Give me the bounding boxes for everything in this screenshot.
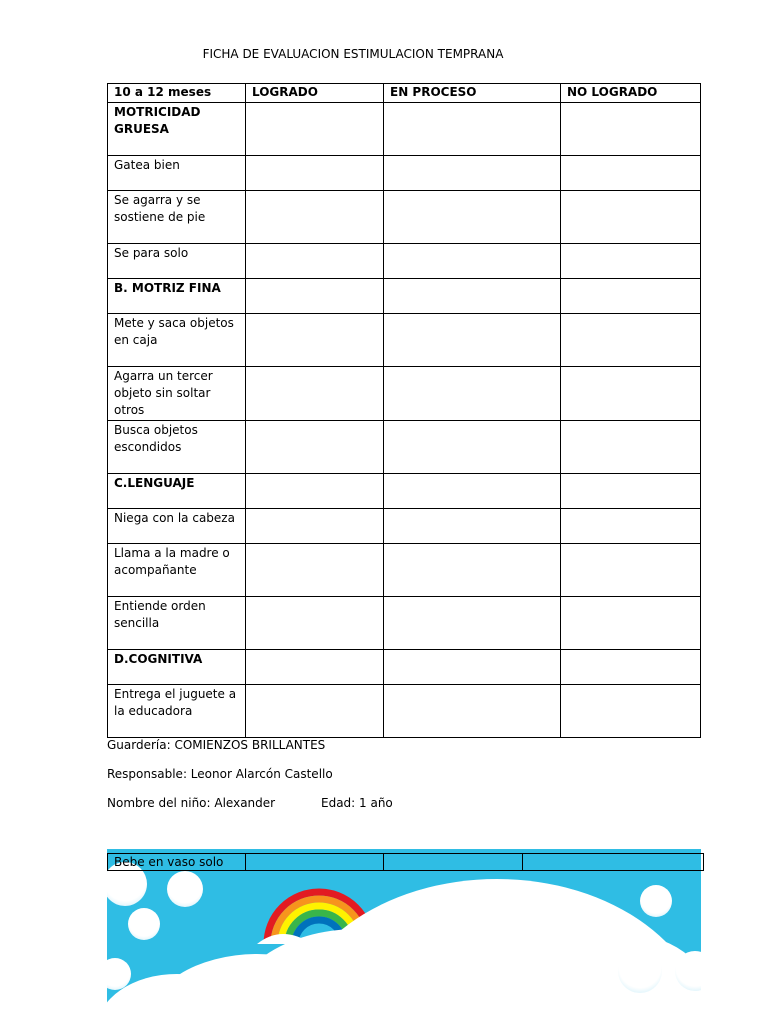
evaluation-table	[107, 83, 701, 738]
edad-text: Edad: 1 año	[321, 796, 393, 810]
cell-en-proceso[interactable]	[384, 685, 561, 738]
cell-en-proceso[interactable]	[384, 191, 561, 244]
cell-en-proceso[interactable]	[384, 597, 561, 650]
cell-en-proceso[interactable]	[384, 367, 561, 421]
table-row	[108, 474, 701, 509]
guarderia-text: Guardería: COMIENZOS BRILLANTES	[107, 738, 326, 752]
cell-logrado[interactable]	[246, 474, 384, 509]
header-no-logrado: NO LOGRADO	[561, 84, 701, 103]
item-label: Entrega el juguete a la educadora	[108, 685, 246, 738]
cell-no-logrado[interactable]	[561, 367, 701, 421]
sky-cloud-illustration	[107, 849, 701, 1024]
cell-no-logrado[interactable]	[561, 685, 701, 738]
cell-logrado[interactable]	[246, 685, 384, 738]
table-row	[108, 544, 701, 597]
cell-no-logrado[interactable]	[523, 854, 704, 871]
cell-logrado[interactable]	[246, 421, 384, 474]
cell-en-proceso[interactable]	[384, 103, 561, 156]
cell-logrado[interactable]	[246, 314, 384, 367]
cell-en-proceso[interactable]	[384, 279, 561, 314]
nombre-nino-text: Nombre del niño: Alexander	[107, 796, 276, 810]
item-label: Llama a la madre o acompañante	[108, 544, 246, 597]
cell-no-logrado[interactable]	[561, 103, 701, 156]
item-label: Agarra un tercer objeto sin soltar otros	[108, 367, 246, 421]
table-row	[108, 509, 701, 544]
responsable-text: Responsable: Leonor Alarcón Castello	[107, 767, 333, 781]
cell-logrado[interactable]	[246, 103, 384, 156]
cell-logrado[interactable]	[246, 650, 384, 685]
table-row	[108, 421, 701, 474]
header-age-range: 10 a 12 meses	[108, 84, 246, 103]
cell-en-proceso[interactable]	[384, 650, 561, 685]
cell-no-logrado[interactable]	[561, 421, 701, 474]
cell-no-logrado[interactable]	[561, 474, 701, 509]
table-row	[108, 156, 701, 191]
cell-en-proceso[interactable]	[384, 244, 561, 279]
cell-no-logrado[interactable]	[561, 314, 701, 367]
cell-logrado[interactable]	[246, 279, 384, 314]
cell-no-logrado[interactable]	[561, 597, 701, 650]
cell-no-logrado[interactable]	[561, 191, 701, 244]
cell-no-logrado[interactable]	[561, 156, 701, 191]
table-header-row	[108, 84, 701, 103]
cell-en-proceso[interactable]	[384, 544, 561, 597]
cell-logrado[interactable]	[246, 509, 384, 544]
header-en-proceso: EN PROCESO	[384, 84, 561, 103]
item-label: Mete y saca objetos en caja	[108, 314, 246, 367]
item-label: Se para solo	[108, 244, 246, 279]
section-label-cognitiva: D.COGNITIVA	[108, 650, 246, 685]
item-label: Niega con la cabeza	[108, 509, 246, 544]
cell-logrado[interactable]	[246, 156, 384, 191]
cell-no-logrado[interactable]	[561, 650, 701, 685]
table-row	[108, 279, 701, 314]
extra-evaluation-row	[107, 853, 704, 871]
item-label: Entiende orden sencilla	[108, 597, 246, 650]
table-row	[108, 854, 704, 871]
table-row	[108, 650, 701, 685]
cell-en-proceso[interactable]	[384, 156, 561, 191]
table-row	[108, 244, 701, 279]
cell-en-proceso[interactable]	[384, 314, 561, 367]
cell-logrado[interactable]	[246, 854, 384, 871]
table-row	[108, 191, 701, 244]
item-label: Busca objetos escondidos	[108, 421, 246, 474]
cell-no-logrado[interactable]	[561, 279, 701, 314]
cell-en-proceso[interactable]	[384, 854, 523, 871]
table-row	[108, 685, 701, 738]
table-row	[108, 597, 701, 650]
cell-no-logrado[interactable]	[561, 544, 701, 597]
cell-no-logrado[interactable]	[561, 244, 701, 279]
item-label: Gatea bien	[108, 156, 246, 191]
table-row	[108, 314, 701, 367]
cell-logrado[interactable]	[246, 367, 384, 421]
header-logrado: LOGRADO	[246, 84, 384, 103]
section-label-motriz-fina: B. MOTRIZ FINA	[108, 279, 246, 314]
cell-logrado[interactable]	[246, 244, 384, 279]
document-title: FICHA DE EVALUACION ESTIMULACION TEMPRANA	[202, 47, 504, 61]
item-label: Bebe en vaso solo	[108, 854, 246, 871]
cell-logrado[interactable]	[246, 544, 384, 597]
cell-logrado[interactable]	[246, 191, 384, 244]
cell-en-proceso[interactable]	[384, 474, 561, 509]
cell-en-proceso[interactable]	[384, 509, 561, 544]
cell-no-logrado[interactable]	[561, 509, 701, 544]
item-label: Se agarra y se sostiene de pie	[108, 191, 246, 244]
table-row	[108, 103, 701, 156]
cell-en-proceso[interactable]	[384, 421, 561, 474]
table-row	[108, 367, 701, 421]
section-label-lenguaje: C.LENGUAJE	[108, 474, 246, 509]
cell-logrado[interactable]	[246, 597, 384, 650]
section-label-motricidad-gruesa: MOTRICIDAD GRUESA	[108, 103, 246, 156]
